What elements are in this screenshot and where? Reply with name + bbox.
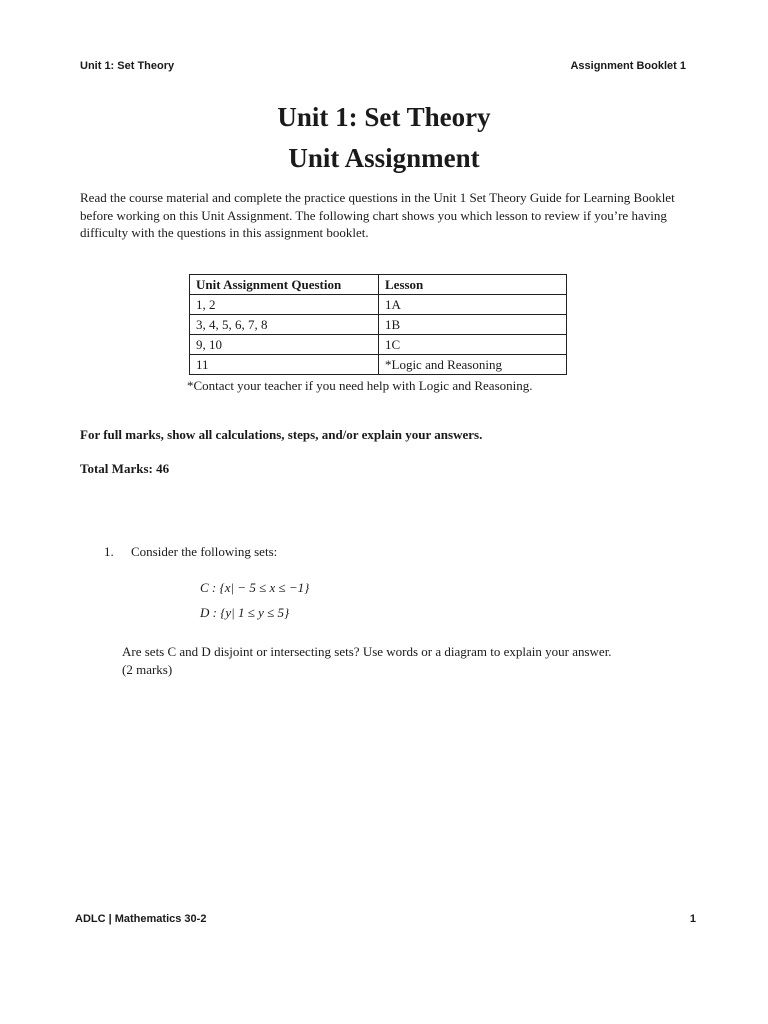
column-header: Lesson	[379, 275, 567, 295]
header-booklet-label: Assignment Booklet 1	[570, 60, 686, 72]
table-cell: 9, 10	[190, 335, 379, 355]
table-cell: 1, 2	[190, 295, 379, 315]
set-c-definition: C : {x| − 5 ≤ x ≤ −1}	[200, 580, 310, 595]
table-cell: 1B	[379, 315, 567, 335]
question-body	[122, 643, 702, 679]
table-cell: 1C	[379, 335, 567, 355]
table-cell: 3, 4, 5, 6, 7, 8	[190, 315, 379, 335]
full-marks-instruction: For full marks, show all calculations, steps, and/or explain your answers.	[80, 427, 483, 442]
table-row	[190, 295, 567, 315]
column-header: Unit Assignment Question	[190, 275, 379, 295]
question-number: 1.	[104, 544, 114, 559]
table-cell: 11	[190, 355, 379, 375]
page-subtitle: Unit Assignment	[288, 143, 480, 173]
table-row	[190, 315, 567, 335]
total-marks: Total Marks: 46	[80, 461, 170, 476]
header-unit-title: Unit 1: Set Theory	[80, 60, 175, 72]
question-marks: (2 marks)	[122, 662, 173, 677]
set-d-definition: D : {y| 1 ≤ y ≤ 5}	[200, 605, 290, 620]
table-footnote: *Contact your teacher if you need help with Logic and Reasoning.	[187, 378, 533, 393]
intro-paragraph: Read the course material and complete the practice questions in the Unit 1 Set Theory Guide for Learning Booklet before working on this Unit Assignment. The following chart shows you which lesson to review if you’re having difficulty with the questions in this assignment booklet.	[80, 190, 675, 240]
table-cell: 1A	[379, 295, 567, 315]
table-cell: *Logic and Reasoning	[379, 355, 567, 375]
question-prompt: Consider the following sets:	[131, 544, 278, 559]
page-number: 1	[689, 913, 696, 925]
question-text: Are sets C and D disjoint or intersecting sets? Use words or a diagram to explain your answer.	[122, 644, 612, 659]
table-row	[190, 355, 567, 375]
table-row	[190, 335, 567, 355]
footer-course-label: ADLC | Mathematics 30-2	[75, 913, 207, 925]
page-title: Unit 1: Set Theory	[277, 102, 491, 132]
lesson-review-table	[189, 274, 567, 375]
table-header-row	[190, 275, 567, 295]
